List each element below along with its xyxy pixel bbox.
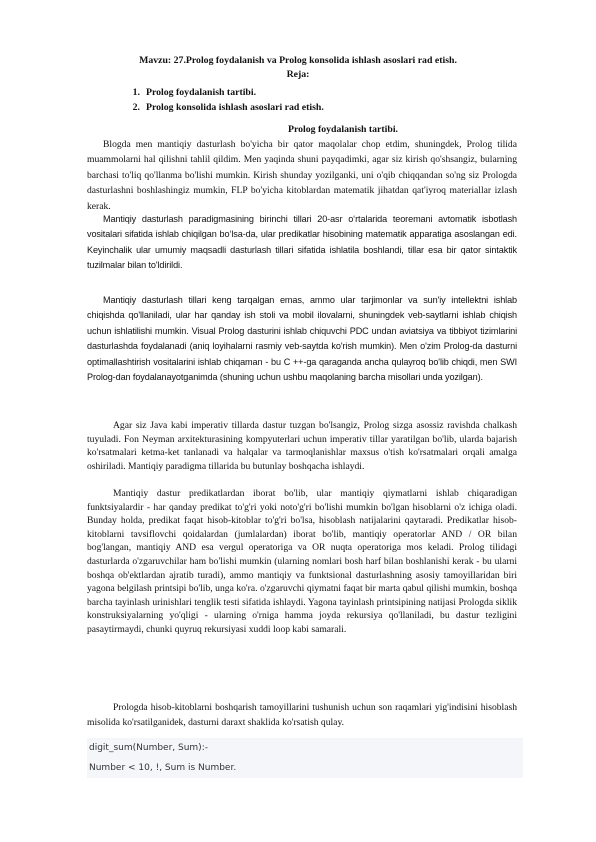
plan-item-text: Prolog konsolida ishlash asoslari rad etish. bbox=[146, 102, 324, 113]
paragraph-3: Mantiqiy dasturlash tillari keng tarqalgan emas, ammo ular tarjimonlar va sun'iy intellektni ishlab chiqishda qo'llaniladi, ular har qanday ish stoli va mobil ilovalarni, shuningdek veb-saytlarni ishlab chiqish uchun ishlatilishi mumkin. Visual Prolog dasturini ishlab chiquvchi PDC undan aviatsiya va tibbiyot tizimlarini dasturlashda foydalanadi (aniq loyihalarni rasmiy veb-saytda ko'rish mumkin). Men o'zim Prolog-da dasturni optimallashtirish vositalarini ishlab chiqaman - bu C ++-ga qaraganda ancha qulayroq bo'lib chiqdi, men SWI Prolog-dan foydalanayotganimda (shuning uchun ushbu maqolaning barcha misollari unda yozilgan). bbox=[87, 295, 517, 383]
code-block bbox=[87, 738, 523, 778]
code-line: Number < 10, !, Sum is Number. bbox=[89, 763, 237, 773]
paragraph-2: Mantiqiy dasturlash paradigmasining birinchi tillari 20-asr o‘rtalarida teoremani avtomatik isbotlash vositalari sifatida ishlab chiqilgan bo‘lsa-da, ular predikatlar hisobining matematik apparatiga asoslangan edi. Keyinchalik ular umumiy maqsadli dasturlash tillari sifatida ishlatila boshlandi, tillar esa bir qator sintaktik tuzilmalar bilan to'ldirildi. bbox=[87, 214, 517, 271]
plan-item-number: 1. bbox=[132, 87, 140, 98]
document-title: Mavzu: 27.Prolog foydalanish va Prolog konsolida ishlash asoslari rad etish. bbox=[139, 55, 457, 66]
plan-label: Reja: bbox=[286, 69, 310, 80]
paragraph-5: Mantiqiy dastur predikatlardan iborat bo'lib, ular mantiqiy qiymatlarni ishlab chiqaradigan funktsiyalardir - har qanday predikat to'g'ri yoki noto'g'ri bo'lishi mumkin bo'lgan hisoblarni o'z ichiga oladi. Bunday holda, predikat faqat hisob-kitoblar to'g'ri bo'lsa, hisoblash natijalarini qaytaradi. Predikatlar hisob-kitoblarni tavsiflovchi qoidalardan (jumlalardan) iborat bo'lib, mantiqiy operatorlar AND / OR bilan bog'langan, mantiqiy AND esa vergul operatoriga va OR nuqta operatoriga mos keladi. Prolog tilidagi dasturlarda o'zgaruvchilar ham bo'lishi mumkin (ularning nomlari bosh harf bilan boshlanishi kerak - bu ularni boshqa ob'ektlardan ajratib turadi), ammo mantiqiy va funktsional dasturlashning asosiy tamoyillaridan biri yagona belgilash printsipi bo'lib, unga ko'ra. o'zgaruvchi qiymatni faqat bir marta qabul qilishi mumkin, boshqa barcha tayinlash urinishlari tenglik testi sifatida ishlaydi. Yagona tayinlash printsipining natijasi Prologda siklik konstruksiyalarning yo'qligi - ularning o'rniga hamma joyda rekursiya qo'llaniladi, bu dastur tezligini pasaytirmaydi, chunki quyruq rekursiyasi xuddi loop kabi samarali. bbox=[87, 488, 517, 635]
paragraph-6: Prologda hisob-kitoblarni boshqarish tamoyillarini tushunish uchun son raqamlari yig'indisini hisoblash misolida ko'rsatilganidek, dasturni daraxt shaklida ko'rsatish qulay. bbox=[87, 702, 517, 729]
plan-list bbox=[112, 85, 324, 115]
section-heading: Prolog foydalanish tartibi. bbox=[287, 124, 399, 135]
plan-item bbox=[112, 100, 324, 115]
code-line: digit_sum(Number, Sum):- bbox=[89, 743, 208, 753]
plan-item-text: Prolog foydalanish tartibi. bbox=[146, 87, 257, 98]
plan-item bbox=[112, 85, 324, 100]
paragraph-4: Agar siz Java kabi imperativ tillarda dastur tuzgan bo'lsangiz, Prolog sizga asossiz ravishda chalkash tuyuladi. Fon Neyman arxitekturasining kompyuterlari uchun imperativ tillar yaratilgan bo'lib, ularda bajarish ko'rsatmalari ketma-ket tanlanadi va halqalar va tarmoqlanishlar maxsus o'tish ko'rsatmalari orqali amalga oshiriladi. Mantiqiy paradigma tillarida bu butunlay boshqacha ishlaydi. bbox=[87, 420, 517, 472]
plan-item-number: 2. bbox=[132, 102, 140, 113]
paragraph-1: Blogda men mantiqiy dasturlash bo'yicha bir qator maqolalar chop etdim, shuningdek, Prolog tilida muammolarni hal qilishni tahlil qildim. Men yaqinda shuni payqadimki, agar siz kirish qo'shsangiz, bularning barchasi to'liq qo'llanma bo'lishi mumkin. Kirish shunday yozilganki, uni o'qib chiqqandan so'ng siz Prologda dasturlashni boshlashingiz mumkin, FLP bo'yicha kitoblardan matematik jihatdan qat'iyroq materiallar izlash kerak. bbox=[87, 139, 517, 212]
